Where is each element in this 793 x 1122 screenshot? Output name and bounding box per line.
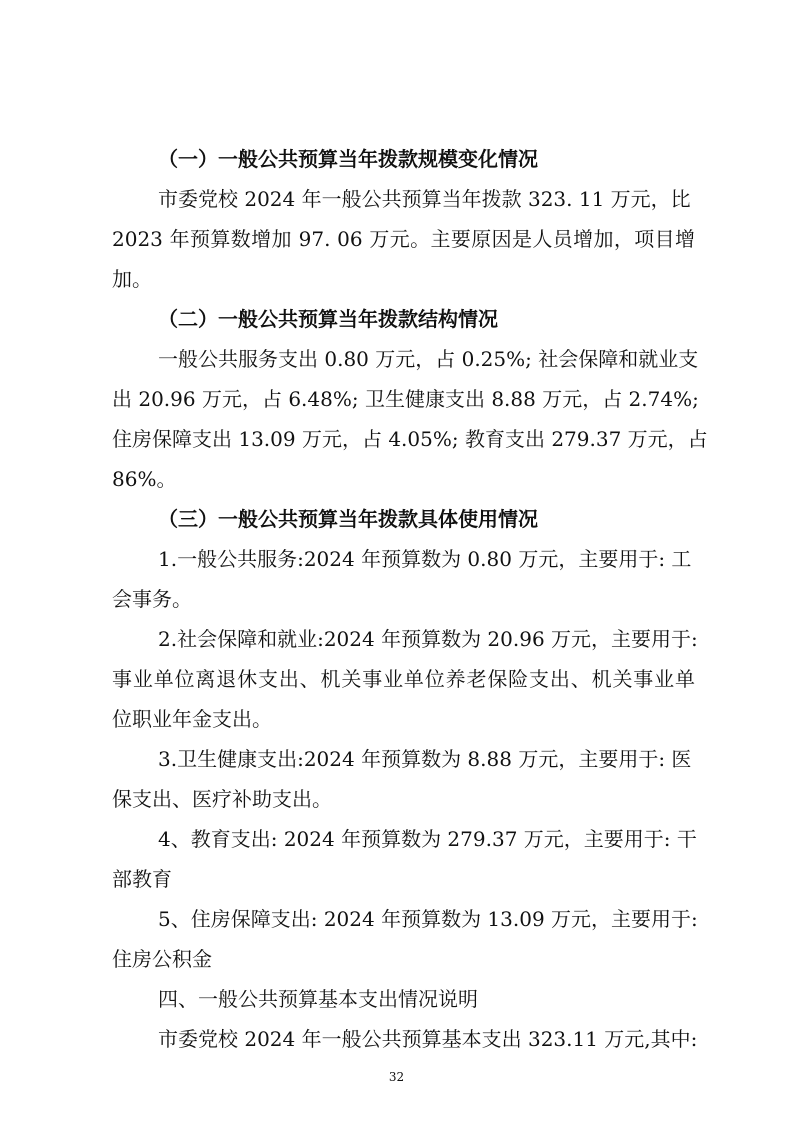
paragraph-line: 事业单位离退休支出、机关事业单位养老保险支出、机关事业单 (112, 667, 695, 691)
paragraph-line: 保支出、医疗补助支出。 (112, 787, 332, 811)
paragraph-line: 2.社会保障和就业:2024 年预算数为 20.96 万元，主要用于: (158, 627, 698, 651)
paragraph-line: 1.一般公共服务:2024 年预算数为 0.80 万元，主要用于: 工 (158, 547, 692, 571)
paragraph-line: 3.卫生健康支出:2024 年预算数为 8.88 万元，主要用于: 医 (158, 747, 692, 771)
paragraph-line: 住房保障支出 13.09 万元，占 4.05%; 教育支出 279.37 万元，占 (112, 427, 708, 451)
paragraph-line: 一般公共服务支出 0.80 万元，占 0.25%; 社会保障和就业支 (158, 347, 699, 371)
paragraph-line: 住房公积金 (112, 947, 212, 971)
paragraph-line: 市委党校 2024 年一般公共预算基本支出 323.11 万元,其中: (158, 1027, 698, 1051)
paragraph-line: 会事务。 (112, 587, 192, 611)
page-number: 32 (388, 1070, 405, 1084)
paragraph-line: 86%。 (112, 467, 177, 491)
paragraph-line: 位职业年金支出。 (112, 707, 272, 731)
section-heading-3: （三）一般公共预算当年拨款具体使用情况 (158, 507, 538, 531)
section-heading-1: （一）一般公共预算当年拨款规模变化情况 (158, 147, 538, 171)
paragraph-line: 出 20.96 万元，占 6.48%; 卫生健康支出 8.88 万元，占 2.74%; (112, 387, 699, 411)
paragraph-line: 5、住房保障支出: 2024 年预算数为 13.09 万元，主要用于: (158, 907, 698, 931)
paragraph-line: 加。 (112, 267, 152, 291)
section-heading-2: （二）一般公共预算当年拨款结构情况 (158, 307, 498, 331)
paragraph-line: 部教育 (112, 867, 172, 891)
paragraph-line: 4、教育支出: 2024 年预算数为 279.37 万元，主要用于: 干 (158, 827, 697, 851)
section-heading-4: 四、一般公共预算基本支出情况说明 (158, 987, 478, 1011)
paragraph-line: 2023 年预算数增加 97. 06 万元。主要原因是人员增加，项目增 (112, 227, 695, 251)
paragraph-line: 市委党校 2024 年一般公共预算当年拨款 323. 11 万元，比 (158, 187, 691, 211)
